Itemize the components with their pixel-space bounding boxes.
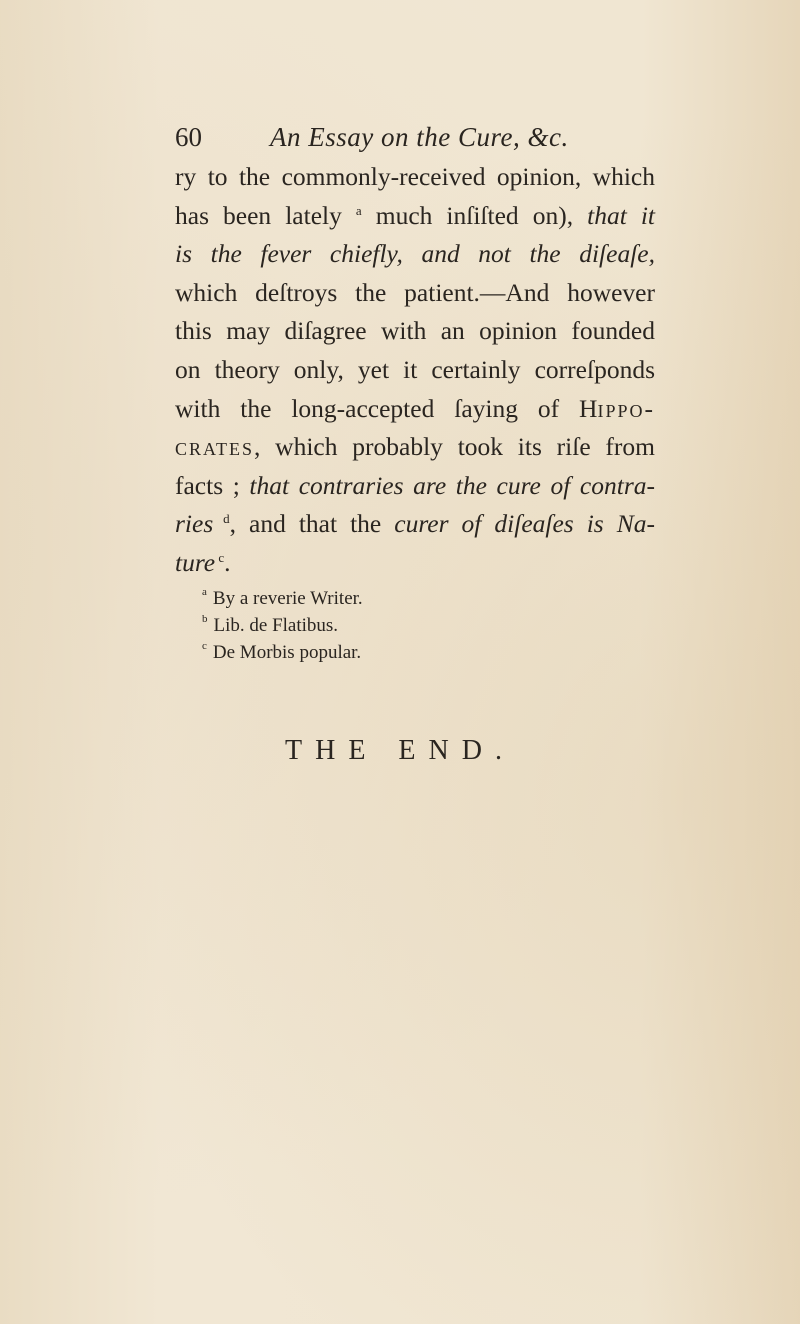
text-line [175,390,655,429]
text-line [175,158,655,197]
text-run: has been lately [175,200,356,230]
footnote-ref: a [355,202,362,218]
text-run: which deſtroys the patient.—And however [175,277,655,307]
text-line [175,467,655,506]
text-line [175,197,655,236]
page-number: 60 [175,122,202,152]
text-run: facts ; [175,470,250,500]
text-run: on theory only, yet it certainly correſponds [175,354,655,384]
the-end: THE END. [285,735,515,766]
text-run: curer of diſeaſes is Na- [394,509,655,539]
text-run: crates [175,432,255,462]
text-line [175,544,655,583]
text-line [175,428,655,467]
running-title: An Essay on the Cure, &c. [270,122,569,152]
text-run: ry to the commonly-received opinion, which [175,162,655,191]
text-run: ture [175,547,216,577]
footnote-ref: d [213,511,230,527]
text-line [175,351,655,390]
footnotes [202,585,363,666]
text-run: , and that the [229,509,395,539]
running-header [175,122,655,158]
text-run: . [224,547,231,577]
text-run: with the long-accepted ſaying of H [175,393,598,423]
footnote-b [202,612,363,639]
footnote-mark: b [202,613,208,625]
text-run: this may diſagree with an opinion founded [175,316,655,346]
text-line [175,312,655,351]
footnote-mark: a [202,586,207,598]
footnote-text: De Morbis popular. [212,642,362,663]
body-text [175,158,655,583]
text-line [175,274,655,313]
footnote-text: Lib. de Flatibus. [213,615,339,636]
text-run: ries [175,509,214,539]
footnote-c [202,639,363,666]
text-run: much inſiſted on), [361,200,588,230]
text-line [175,505,655,544]
text-run: ippo- [597,393,655,423]
text-line [175,235,655,274]
footnote-a [202,585,363,612]
text-run: that contraries are the cure of contra- [249,470,655,500]
footnote-text: By a reverie Writer. [212,588,363,609]
text-run: is the fever chiefly, and not the diſeaſe, [175,239,655,269]
text-run: that it [587,200,656,230]
footnote-mark: c [202,640,207,652]
text-run: , which probably took its riſe from [254,432,655,462]
footnote-ref: c [215,549,225,565]
